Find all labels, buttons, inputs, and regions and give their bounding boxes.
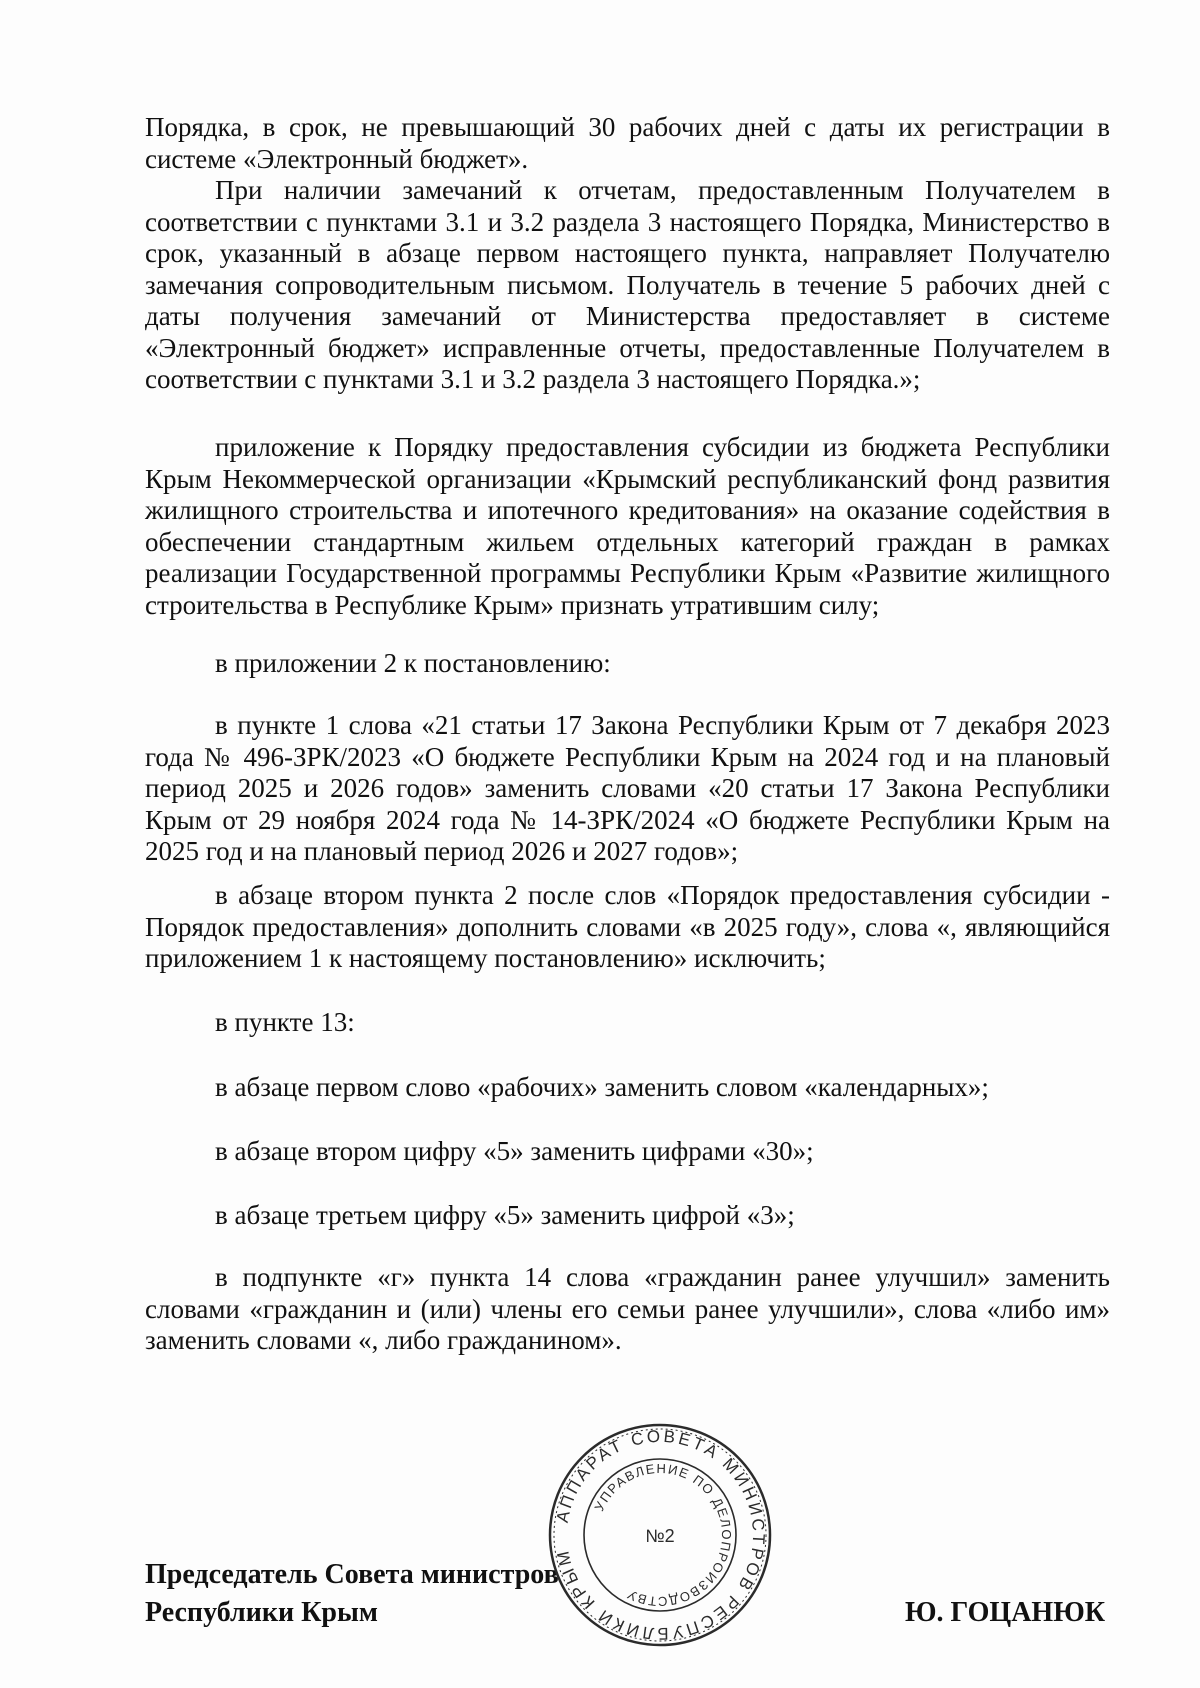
seal-outer-text: АППАРАТ СОВЕТА МИНИСТРОВ РЕСПУБЛИКИ КРЫМ	[552, 1426, 769, 1644]
signature-title-line2: Республики Крым	[145, 1597, 378, 1628]
signature-title	[145, 1556, 559, 1632]
paragraph-7: в пункте 13:	[215, 1007, 355, 1037]
paragraph-1: Порядка, в срок, не превышающий 30 рабочих дней с даты их регистрации в системе «Электронный бюджет».	[145, 112, 1110, 174]
seal-inner-text: УПРАВЛЕНИЕ ПО ДЕЛОПРОИЗВОДСТВУ	[591, 1460, 735, 1610]
paragraph-4: в приложении 2 к постановлению:	[215, 648, 611, 678]
paragraph-10: в абзаце третьем цифру «5» заменить цифрой «3»;	[215, 1200, 795, 1230]
paragraph-9: в абзаце втором цифру «5» заменить цифрами «30»;	[215, 1136, 814, 1166]
official-seal	[545, 1420, 775, 1650]
paragraph-8: в абзаце первом слово «рабочих» заменить словом «календарных»;	[215, 1072, 989, 1102]
signature-title-line1: Председатель Совета министров	[145, 1559, 559, 1590]
paragraph-2: При наличии замечаний к отчетам, предоставленным Получателем в соответствии с пунктами 3.1 и 3.2 раздела 3 настоящего Порядка, Министерство в срок, указанный в абзаце первом настоящего пункта, направляет Получателю замечания сопроводительным письмом. Получатель в течение 5 рабочих дней с даты получения замечаний от Министерства предоставляет в системе «Электронный бюджет» исправленные отчеты, предоставленные Получателем в соответствии с пунктами 3.1 и 3.2 раздела 3 настоящего Порядка.»;	[145, 175, 1110, 394]
seal-graphic	[545, 1420, 775, 1650]
seal-number: №2	[645, 1526, 675, 1546]
paragraph-6: в абзаце втором пункта 2 после слов «Порядок предоставления субсидии - Порядок предоставления» дополнить словами «в 2025 году», слова «, являющийся приложением 1 к настоящему постановлению» исключить;	[145, 880, 1110, 973]
paragraph-11: в подпункте «г» пункта 14 слова «гражданин ранее улучшил» заменить словами «гражданин и (или) члены его семьи ранее улучшили», слова «либо им» заменить словами «, либо гражданином».	[145, 1262, 1110, 1355]
paragraph-5: в пункте 1 слова «21 статьи 17 Закона Республики Крым от 7 декабря 2023 года № 496-ЗРК/2023 «О бюджете Республики Крым на 2024 год и на плановый период 2025 и 2026 годов» заменить словами «20 статьи 17 Закона Республики Крым от 29 ноября 2024 года № 14-ЗРК/2024 «О бюджете Республики Крым на 2025 год и на плановый период 2026 и 2027 годов»;	[145, 710, 1110, 866]
signature-name: Ю. ГОЦАНЮК	[905, 1597, 1106, 1628]
paragraph-3: приложение к Порядку предоставления субсидии из бюджета Республики Крым Некоммерческой организации «Крымский республиканский фонд развития жилищного строительства и ипотечного кредитования» на оказание содействия в обеспечении стандартным жильем отдельных категорий граждан в рамках реализации Государственной программы Республики Крым «Развитие жилищного строительства в Республике Крым» признать утратившим силу;	[145, 432, 1110, 620]
